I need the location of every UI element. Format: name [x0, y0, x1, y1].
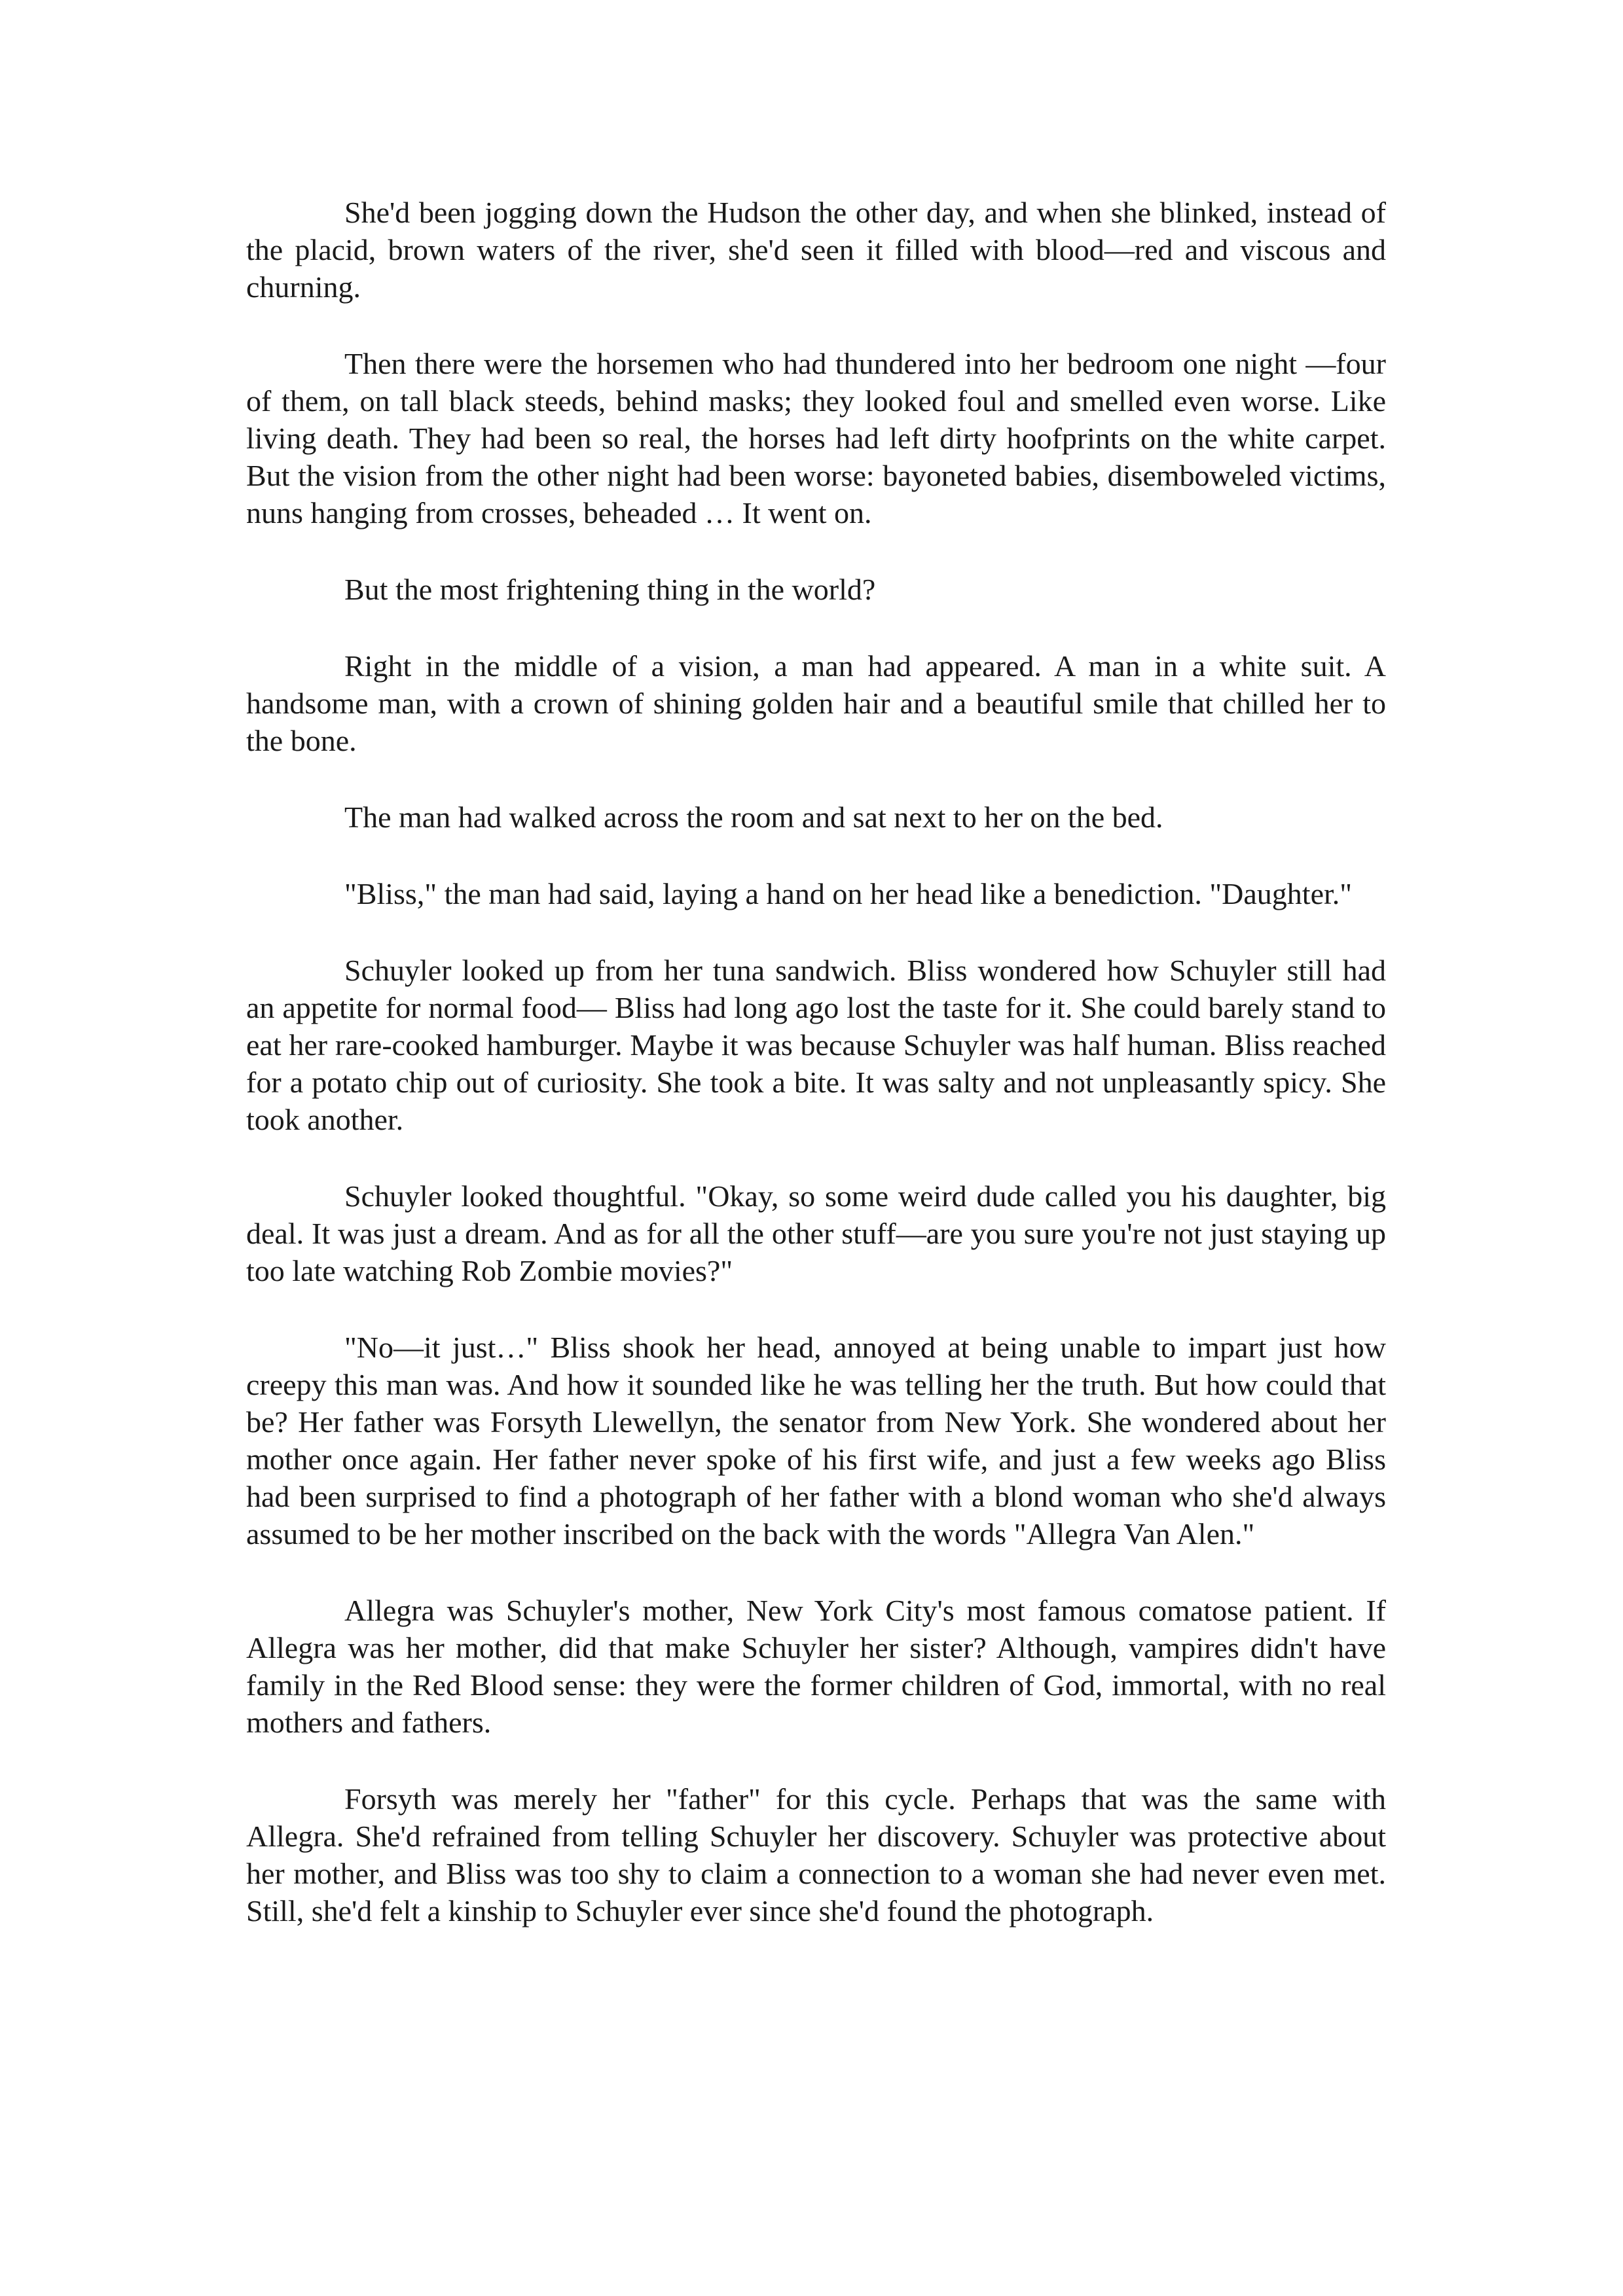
- document-body: [246, 194, 1386, 1969]
- paragraph-3: But the most frightening thing in the world?: [344, 573, 876, 606]
- paragraph-6: "Bliss," the man had said, laying a hand on her head like a benediction. "Daughter.": [344, 877, 1353, 910]
- paragraph-9: "No—it just…" Bliss shook her head, annoyed at being unable to impart just how creepy this man was. And how it sounded like he was telling her the truth. But how could that be? Her father was Forsyth Llewellyn, the senator from New York. She wondered about her mother once again. Her father never spoke of his first wife, and just a few weeks ago Bliss had been surprised to find a photograph of her father with a blond woman who she'd always assumed to be her mother inscribed on the back with the words "Allegra Van Alen.": [246, 1331, 1386, 1551]
- paragraph-8: Schuyler looked thoughtful. "Okay, so some weird dude called you his daughter, big deal. It was just a dream. And as for all the other stuff—are you sure you're not just staying up too late watching Rob Zombie movies?": [246, 1179, 1386, 1287]
- paragraph-11: Forsyth was merely her "father" for this cycle. Perhaps that was the same with Allegra. She'd refrained from telling Schuyler her discovery. Schuyler was protective about her mother, and Bliss was too shy to claim a connection to a woman she had never even met. Still, she'd felt a kinship to Schuyler ever since she'd found the photograph.: [246, 1782, 1386, 1928]
- paragraph-5: The man had walked across the room and sat next to her on the bed.: [344, 800, 1163, 834]
- paragraph-4: Right in the middle of a vision, a man had appeared. A man in a white suit. A handsome man, with a crown of shining golden hair and a beautiful smile that chilled her to the bone.: [246, 649, 1386, 757]
- paragraph-10: Allegra was Schuyler's mother, New York City's most famous comatose patient. If Allegra was her mother, did that make Schuyler her sister? Although, vampires didn't have family in the Red Blood sense: they were the former children of God, immortal, with no real mothers and fathers.: [246, 1594, 1386, 1739]
- paragraph-7: Schuyler looked up from her tuna sandwich. Bliss wondered how Schuyler still had an appetite for normal food— Bliss had long ago lost the taste for it. She could barely stand to eat her rare-cooked hamburger. Maybe it was because Schuyler was half human. Bliss reached for a potato chip out of curiosity. She took a bite. It was salty and not unpleasantly spicy. She took another.: [246, 954, 1386, 1136]
- paragraph-2: Then there were the horsemen who had thundered into her bedroom one night —four of them, on tall black steeds, behind masks; they looked foul and smelled even worse. Like living death. They had been so real, the horses had left dirty hoofprints on the white carpet. But the vision from the other night had been worse: bayoneted babies, disemboweled victims, nuns hanging from crosses, beheaded … It went on.: [246, 347, 1386, 529]
- paragraph-1: She'd been jogging down the Hudson the other day, and when she blinked, instead of the placid, brown waters of the river, she'd seen it filled with blood—red and viscous and churning.: [246, 196, 1386, 304]
